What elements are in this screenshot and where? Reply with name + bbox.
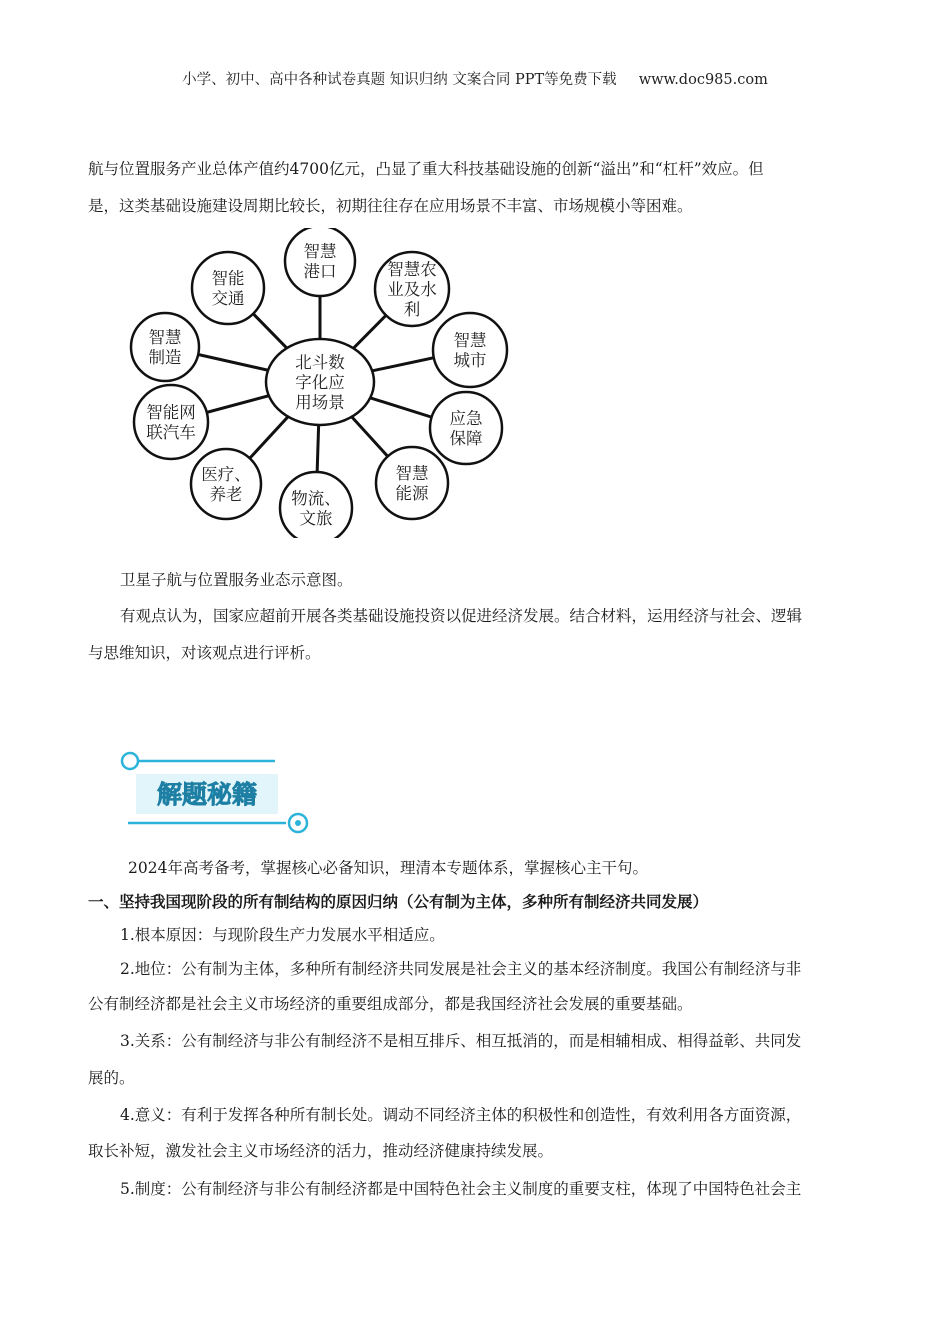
header-site: www.doc985.com bbox=[638, 72, 768, 88]
diagram-node-label: 智能网 bbox=[146, 402, 196, 422]
diagram-node-label: 医疗、 bbox=[201, 464, 251, 484]
item-1: 1.根本原因：与现阶段生产力发展水平相适应。 bbox=[120, 926, 445, 944]
diagram-node-label: 联汽车 bbox=[146, 422, 196, 442]
solution-tips-badge bbox=[118, 740, 318, 836]
item-3-line-1: 3.关系：公有制经济与非公有制经济不是相互排斥、相互抵消的，而是相辅相成、相得益彰、共同发 bbox=[120, 1032, 802, 1050]
diagram-node-label: 利 bbox=[403, 299, 421, 319]
intro-line-2: 是，这类基础设施建设周期比较长，初期往往存在应用场景不丰富、市场规模小等困难。 bbox=[88, 197, 693, 215]
badge-right-dot bbox=[295, 820, 301, 826]
item-2-line-1: 2.地位：公有制为主体，多种所有制经济共同发展是社会主义的基本经济制度。我国公有制经济与非 bbox=[120, 960, 802, 978]
diagram-node-label: 制造 bbox=[148, 347, 182, 367]
diagram-node-label: 保障 bbox=[449, 428, 483, 448]
page-header bbox=[0, 68, 950, 89]
question-line-2: 与思维知识，对该观点进行评析。 bbox=[88, 644, 321, 662]
badge-title: 解题秘籍 bbox=[156, 781, 258, 809]
diagram-node-label: 智能 bbox=[211, 268, 245, 288]
badge-left-ring bbox=[122, 753, 138, 769]
beidou-application-diagram bbox=[120, 228, 520, 538]
intro-line-1: 航与位置服务产业总体产值约4700亿元，凸显了重大科技基础设施的创新“溢出”和“杠杆”效应。但 bbox=[88, 160, 764, 178]
item-2-line-2: 公有制经济都是社会主义市场经济的重要组成部分，都是我国经济社会发展的重要基础。 bbox=[88, 995, 693, 1013]
diagram-center-label: 用场景 bbox=[295, 392, 345, 412]
diagram-node-label: 智慧 bbox=[395, 463, 429, 483]
diagram-node-label: 养老 bbox=[209, 484, 243, 504]
diagram-node-label: 应急 bbox=[449, 408, 483, 428]
diagram-node-label: 智慧 bbox=[303, 241, 337, 261]
diagram-node-label: 智慧 bbox=[453, 330, 487, 350]
item-3-line-2: 展的。 bbox=[88, 1069, 135, 1087]
item-5-line-1: 5.制度：公有制经济与非公有制经济都是中国特色社会主义制度的重要支柱，体现了中国特色社会主 bbox=[120, 1180, 802, 1198]
diagram-node-label: 城市 bbox=[453, 350, 487, 370]
diagram-caption: 卫星子航与位置服务业态示意图。 bbox=[120, 571, 353, 589]
question-line-1: 有观点认为，国家应超前开展各类基础设施投资以促进经济发展。结合材料，运用经济与社会、逻辑 bbox=[120, 607, 803, 625]
diagram-node-label: 文旅 bbox=[299, 508, 333, 528]
section-heading: 一、坚持我国现阶段的所有制结构的原因归纳（公有制为主体，多种所有制经济共同发展） bbox=[88, 892, 709, 911]
section-lead: 2024年高考备考，掌握核心必备知识，理清本专题体系，掌握核心主干句。 bbox=[128, 859, 648, 877]
diagram-node-label: 能源 bbox=[395, 483, 429, 503]
diagram-center-label: 字化应 bbox=[295, 372, 345, 392]
diagram-node-label: 业及水 bbox=[387, 279, 437, 299]
diagram-node-label: 物流、 bbox=[291, 488, 341, 508]
diagram-node-label: 交通 bbox=[211, 288, 245, 308]
diagram-node-label: 智慧 bbox=[148, 327, 182, 347]
item-4-line-1: 4.意义：有利于发挥各种所有制长处。调动不同经济主体的积极性和创造性，有效利用各方面资源， bbox=[120, 1106, 802, 1124]
diagram-center-label: 北斗数 bbox=[295, 352, 345, 372]
header-text: 小学、初中、高中各种试卷真题 知识归纳 文案合同 PPT等免费下载 bbox=[182, 72, 617, 88]
item-4-line-2: 取长补短，激发社会主义市场经济的活力，推动经济健康持续发展。 bbox=[88, 1142, 554, 1160]
diagram-node-label: 港口 bbox=[303, 261, 337, 281]
diagram-node-label: 智慧农 bbox=[387, 259, 437, 279]
